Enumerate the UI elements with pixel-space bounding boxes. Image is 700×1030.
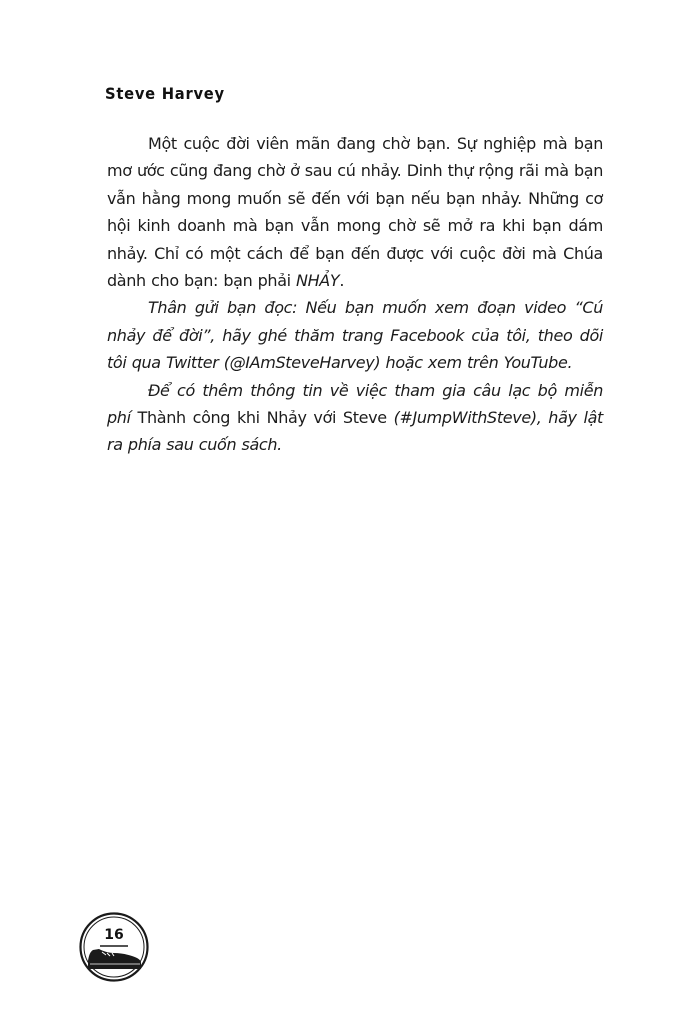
paragraph-3-regular: Thành công khi Nhảy với Steve [130,408,394,428]
running-head-author: Steve Harvey [105,84,225,103]
body-text [107,130,603,459]
paragraph-2 [107,294,603,376]
paragraph-1-text: Một cuộc đời viên mãn đang chờ bạn. Sự nghiệp mà bạn mơ ước cũng đang chờ ở sau cú nhảy. Dinh thự rộng rãi mà bạn vẫn hằng mong muốn sẽ đến với bạn nếu bạn nhảy. Những cơ hội kinh doanh mà bạn vẫn mong chờ sẽ mở ra khi bạn dám nhảy. Chỉ có một cách để bạn đến được với cuộc đời mà Chúa dành cho bạn: bạn phải [107,134,603,291]
paragraph-1-end: . [339,271,345,291]
page-number-badge [78,911,150,983]
paragraph-2-text: Thân gửi bạn đọc: Nếu bạn muốn xem đoạn video “Cú nhảy để đời”, hãy ghé thăm trang Facebook của tôi, theo dõi tôi qua Twitter (@IAmSteveHarvey) hoặc xem trên YouTube. [107,298,603,373]
paragraph-1-emphasis: NHẢY [296,271,340,291]
paragraph-3 [107,377,603,459]
paragraph-1 [107,130,603,294]
paragraph-3-italic-start: Để có thêm thông tin về việc tham gia câu lạc bộ miễn phí [107,380,603,428]
paragraph-3-italic-end: (#JumpWithSteve), hãy lật ra phía sau cuốn sách. [107,408,603,455]
shoe-icon [78,911,150,983]
page-number: 16 [104,927,124,943]
